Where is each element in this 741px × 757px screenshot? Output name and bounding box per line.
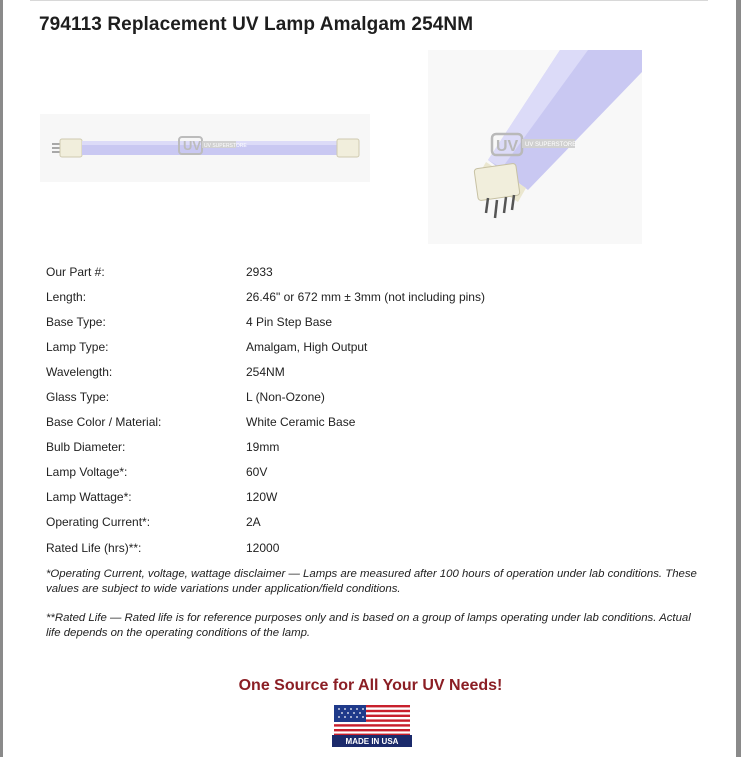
spec-row-glass-type: [46, 384, 485, 409]
spec-row-bulb-diameter: [46, 435, 485, 460]
spec-value: 2A: [246, 515, 261, 530]
spec-label: Lamp Voltage*:: [46, 465, 128, 480]
spec-value: 19mm: [246, 440, 280, 455]
spec-label: Our Part #:: [46, 264, 105, 279]
operating-disclaimer: *Operating Current, voltage, wattage disclaimer — Lamps are measured after 100 hours of operation under lab conditions. These values are subject to wide variations under application/field conditions.: [46, 568, 697, 595]
spec-value: 254NM: [246, 364, 285, 379]
spec-label: Operating Current*:: [46, 515, 151, 530]
spec-value: 2933: [246, 264, 273, 279]
top-divider: [30, 0, 708, 1]
spec-row-base-type: [46, 309, 485, 334]
window-border-right: [736, 0, 741, 757]
spec-value: 4 Pin Step Base: [246, 314, 333, 329]
spec-value: 12000: [246, 540, 280, 555]
rated-life-disclaimer: **Rated Life — Rated life is for reference purposes only and is based on a group of lamps operating under lab conditions. Actual life depends on the operating conditions of the lamp.: [46, 612, 691, 639]
made-in-usa-badge: [332, 703, 412, 747]
spec-row-lamp-wattage: [46, 485, 485, 510]
window-border-left: [0, 0, 3, 757]
lamp-closeup-watermark: UV SUPERSTORE: [525, 142, 577, 148]
lamp-full-image: [40, 114, 370, 182]
lamp-full-watermark: UV SUPERSTORE: [204, 143, 247, 149]
spec-row-part-number: [46, 259, 485, 284]
spec-row-length: [46, 284, 485, 309]
spec-label: Base Color / Material:: [46, 415, 162, 430]
spec-value: White Ceramic Base: [246, 415, 356, 430]
lamp-closeup-image: [428, 50, 642, 244]
spec-row-rated-life: [46, 535, 485, 560]
svg-text:UV: UV: [183, 138, 202, 153]
spec-row-base-color: [46, 410, 485, 435]
spec-row-lamp-voltage: [46, 460, 485, 485]
spec-value: Amalgam, High Output: [246, 339, 368, 354]
spec-label: Lamp Wattage*:: [46, 490, 132, 505]
svg-text:UV: UV: [496, 138, 519, 155]
spec-label: Glass Type:: [46, 390, 110, 405]
spec-value: 120W: [246, 490, 278, 505]
page-title: 794113 Replacement UV Lamp Amalgam 254NM: [39, 14, 474, 35]
spec-label: Length:: [46, 289, 87, 304]
spec-value: 60V: [246, 465, 268, 480]
spec-row-wavelength: [46, 359, 485, 384]
spec-value: L (Non-Ozone): [246, 390, 325, 405]
made-in-usa-text: MADE IN USA: [345, 737, 399, 746]
spec-row-lamp-type: [46, 334, 485, 359]
spec-value: 26.46" or 672 mm ± 3mm (not including pins): [246, 289, 485, 304]
spec-label: Bulb Diameter:: [46, 440, 126, 455]
spec-label: Base Type:: [46, 314, 106, 329]
spec-table: [46, 259, 485, 560]
spec-row-operating-current: [46, 510, 485, 535]
tagline: One Source for All Your UV Needs!: [238, 677, 503, 694]
spec-label: Wavelength:: [46, 364, 113, 379]
spec-label: Lamp Type:: [46, 339, 109, 354]
spec-label: Rated Life (hrs)**:: [46, 540, 142, 555]
